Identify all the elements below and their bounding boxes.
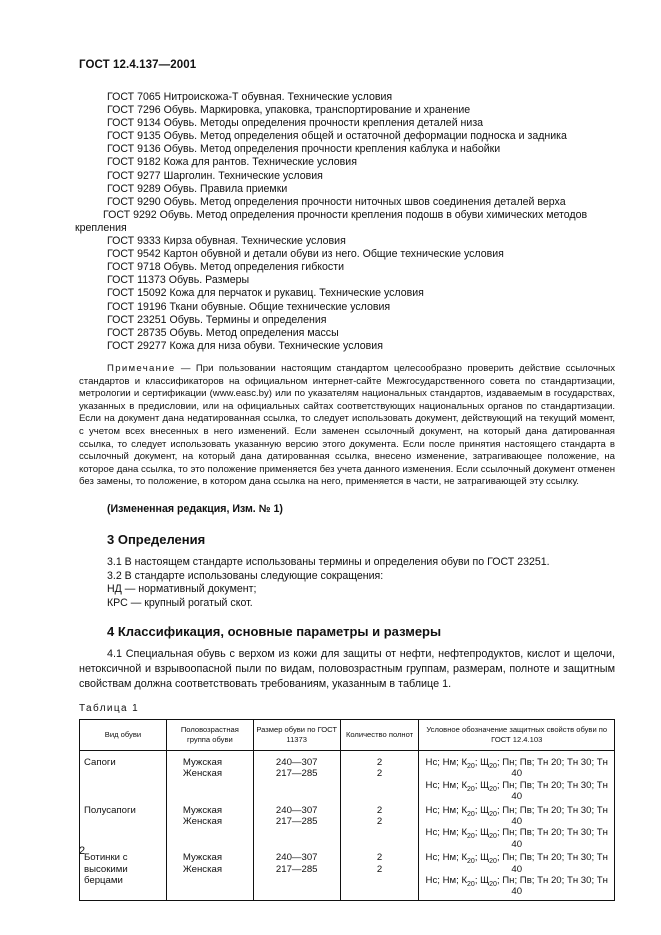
reference-item: ГОСТ 9289 Обувь. Правила приемки — [107, 182, 288, 195]
size-cell: 240—307 217—285 — [253, 804, 340, 852]
definition-line: НД — нормативный документ; — [107, 583, 257, 596]
age-group-cell: Мужская Женская — [166, 804, 253, 852]
reference-item: ГОСТ 19196 Ткани обувные. Общие технические условия — [107, 300, 391, 313]
widths-cell: 2 2 — [340, 751, 419, 804]
reference-item: ГОСТ 9290 Обувь. Метод определения прочности ниточных швов соединения деталей верха — [107, 195, 566, 208]
reference-item: ГОСТ 9542 Картон обувной и детали обуви из него. Общие технические условия — [107, 248, 504, 261]
reference-item: ГОСТ 9292 Обувь. Метод определения прочности крепления подошв в обуви химических методов крепления — [75, 208, 588, 234]
age-group-cell: Мужская Женская — [166, 751, 253, 804]
size-cell: 240—307 217—285 — [253, 751, 340, 804]
reference-item: ГОСТ 9136 Обувь. Метод определения прочности крепления каблука и набойки — [107, 143, 501, 156]
protection-cell: Нс; Нм; $К_{20}$; $Щ_{20}$; Пн; Пв; Тн 20; Тн 30; Тн 40 Нс; Нм; $К_{20}$; $Щ_{20}$; Пн; Пв; Тн 20; Тн 30; Тн 40 — [419, 804, 615, 852]
widths-cell: 2 2 — [340, 804, 419, 852]
footwear-type: Полусапоги — [80, 804, 167, 852]
reference-item: ГОСТ 9277 Шарголин. Технические условия — [107, 169, 323, 182]
normative-references-list — [75, 91, 619, 353]
size-cell: 240—307 217—285 — [253, 851, 340, 900]
table-row — [80, 751, 615, 804]
section-4-paragraph: 4.1 Специальная обувь с верхом из кожи для защиты от нефти, нефтепродуктов, кислот и щелочи, нетоксичной и взрывоопасной пыли по видам, половозрастным группам, размерам, полноте и защитным свойствам должна соответствовать требованиям, указанным в таблице 1. — [79, 648, 615, 690]
column-header: Количество полнот — [340, 720, 419, 751]
protection-cell: Нс; Нм; $К_{20}$; $Щ_{20}$; Пн; Пв; Тн 20; Тн 30; Тн 40 Нс; Нм; $К_{20}$; $Щ_{20}$; Пн; Пв; Тн 20; Тн 30; Тн 40 — [419, 751, 615, 804]
section-3-body — [107, 556, 550, 610]
reference-item: ГОСТ 9182 Кожа для рантов. Технические условия — [107, 156, 357, 169]
reference-item: ГОСТ 29277 Кожа для низа обуви. Технические условия — [107, 339, 383, 352]
page-number: 2 — [79, 845, 86, 857]
amendment-mark: (Измененная редакция, Изм. № 1) — [107, 503, 283, 515]
section-3-title: 3 Определения — [107, 532, 206, 547]
reference-item: ГОСТ 23251 Обувь. Термины и определения — [107, 313, 327, 326]
widths-cell: 2 2 — [340, 851, 419, 900]
table-row — [80, 804, 615, 852]
table-1 — [79, 719, 615, 901]
column-header: Вид обуви — [80, 720, 167, 751]
reference-item: ГОСТ 15092 Кожа для перчаток и рукавиц. Технические условия — [107, 287, 424, 300]
note-label: Примечание — [107, 363, 176, 374]
table-row — [80, 851, 615, 900]
references-note — [79, 363, 615, 489]
reference-item: ГОСТ 11373 Обувь. Размеры — [107, 274, 250, 287]
reference-item: ГОСТ 7296 Обувь. Маркировка, упаковка, транспортирование и хранение — [107, 104, 471, 117]
table-header-row — [80, 720, 615, 751]
reference-item: ГОСТ 28735 Обувь. Метод определения массы — [107, 326, 339, 339]
section-4-title: 4 Классификация, основные параметры и размеры — [107, 624, 442, 639]
column-header: Условное обозначение защитных свойств обуви по ГОСТ 12.4.103 — [419, 720, 615, 751]
reference-item: ГОСТ 9333 Кирза обувная. Технические условия — [107, 235, 346, 248]
definition-line: 3.1 В настоящем стандарте использованы термины и определения обуви по ГОСТ 23251. — [107, 556, 550, 568]
age-group-cell: Мужская Женская — [166, 851, 253, 900]
definition-line: КРС — крупный рогатый скот. — [107, 596, 253, 609]
column-header: Размер обуви по ГОСТ 11373 — [253, 720, 340, 751]
reference-item: ГОСТ 7065 Нитроискожа-Т обувная. Технические условия — [107, 91, 393, 103]
footwear-type: Сапоги — [80, 751, 167, 804]
protection-cell: Нс; Нм; $К_{20}$; $Щ_{20}$; Пн; Пв; Тн 20; Тн 30; Тн 40 Нс; Нм; $К_{20}$; $Щ_{20}$; Пн; Пв; Тн 20; Тн 30; Тн 40 — [419, 851, 615, 900]
footwear-type: Ботинки с высокими берцами — [80, 851, 167, 900]
note-text: — При пользовании настоящим стандартом целесообразно проверить действие ссылочных стандартов и классификаторов на официальном интернет-сайте Межгосударственного совета по стандартизации, метрологии и сертификации (www.easc.by) или по указателям национальных стандартов, издаваемым в государствах, указанных в предисловии, или на официальных сайтах соответствующих национальных органов по стандартизации. Если на документ дана недатированная ссылка, то следует использовать документ, действующий на текущий момент, с учетом всех внесенных в него изменений. Если заменен ссылочный документ, на который дана датированная ссылка, то следует использовать указанную версию этого документа. Если после принятия настоящего стандарта в ссылочный документ, на который дана датированная ссылка, внесено изменение, затрагивающее положение, на которое дана ссылка, то это положение применяется без учета данного изменения. Если ссылочный документ отменен без замены, то положение, в котором дана ссылка на него, применяется в части, не затрагивающей эту ссылку. — [79, 363, 615, 488]
reference-item: ГОСТ 9718 Обувь. Метод определения гибкости — [107, 261, 344, 274]
definition-line: 3.2 В стандарте использованы следующие сокращения: — [107, 569, 384, 582]
column-header: Половозрастная группа обуви — [166, 720, 253, 751]
reference-item: ГОСТ 9134 Обувь. Методы определения прочности крепления деталей низа — [107, 117, 484, 130]
table-caption: Таблица 1 — [79, 703, 140, 714]
reference-item: ГОСТ 9135 Обувь. Метод определения общей и остаточной деформации подноска и задника — [107, 130, 567, 143]
document-header: ГОСТ 12.4.137—2001 — [79, 59, 197, 71]
